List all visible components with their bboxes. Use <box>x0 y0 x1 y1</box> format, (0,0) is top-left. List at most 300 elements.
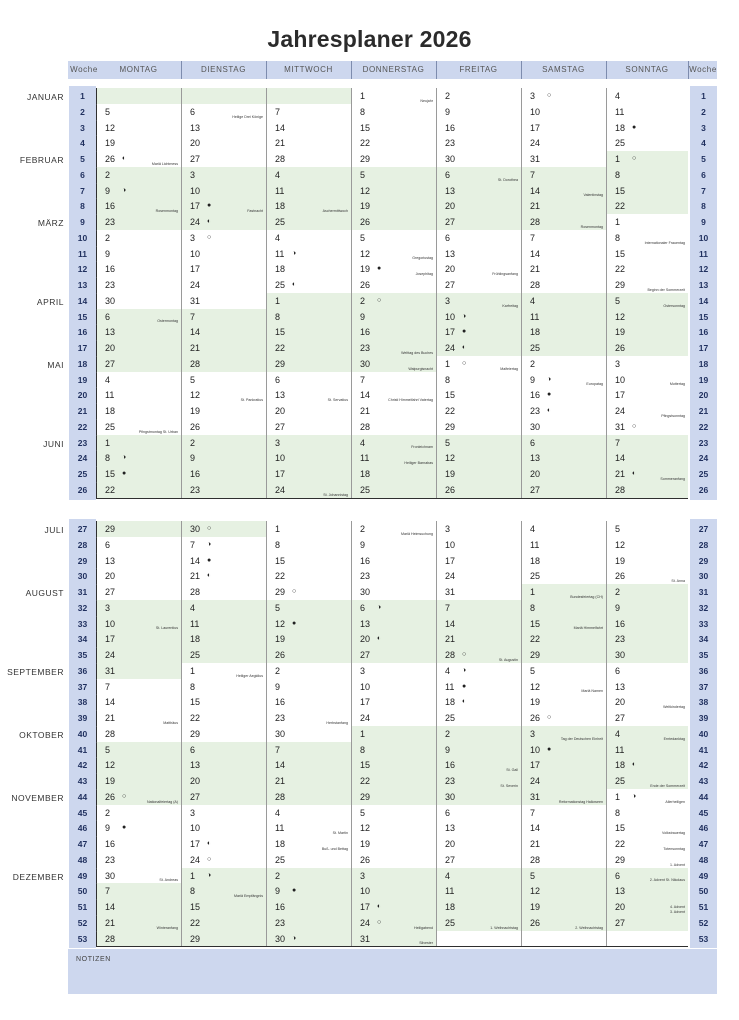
day-cell[interactable] <box>607 183 688 199</box>
day-cell[interactable] <box>522 899 606 915</box>
day-cell[interactable] <box>607 120 688 136</box>
day-cell[interactable] <box>267 600 351 616</box>
day-cell[interactable] <box>267 324 351 340</box>
day-cell[interactable] <box>607 852 688 868</box>
day-cell[interactable] <box>607 372 688 388</box>
day-cell[interactable] <box>522 372 606 388</box>
day-cell[interactable] <box>607 230 688 246</box>
day-cell[interactable] <box>522 104 606 120</box>
day-cell[interactable] <box>437 757 521 773</box>
day-cell[interactable] <box>267 135 351 151</box>
day-cell[interactable] <box>97 710 181 726</box>
day-cell[interactable] <box>522 521 606 537</box>
day-cell[interactable] <box>607 663 688 679</box>
day-cell[interactable] <box>437 435 521 451</box>
day-cell[interactable] <box>437 631 521 647</box>
day-cell[interactable] <box>607 293 688 309</box>
day-cell[interactable] <box>97 151 181 167</box>
day-cell[interactable] <box>437 820 521 836</box>
day-cell[interactable] <box>97 482 181 498</box>
day-cell[interactable] <box>352 663 436 679</box>
day-cell[interactable] <box>352 820 436 836</box>
day-cell[interactable] <box>437 214 521 230</box>
day-cell[interactable] <box>352 403 436 419</box>
day-cell[interactable] <box>607 568 688 584</box>
day-cell[interactable] <box>522 419 606 435</box>
day-cell[interactable] <box>607 931 688 947</box>
day-cell[interactable] <box>437 198 521 214</box>
day-cell[interactable] <box>437 293 521 309</box>
day-cell[interactable] <box>182 293 266 309</box>
day-cell[interactable] <box>522 435 606 451</box>
day-cell[interactable] <box>182 931 266 947</box>
day-cell[interactable] <box>352 387 436 403</box>
day-cell[interactable] <box>607 261 688 277</box>
day-cell[interactable] <box>352 852 436 868</box>
day-cell[interactable] <box>352 521 436 537</box>
day-cell[interactable] <box>437 309 521 325</box>
day-cell[interactable] <box>522 277 606 293</box>
day-cell[interactable] <box>352 726 436 742</box>
day-cell[interactable] <box>522 631 606 647</box>
day-cell[interactable] <box>352 214 436 230</box>
day-cell[interactable] <box>437 915 521 931</box>
day-cell[interactable] <box>97 88 181 104</box>
day-cell[interactable] <box>352 710 436 726</box>
day-cell[interactable] <box>522 742 606 758</box>
day-cell[interactable] <box>267 694 351 710</box>
day-cell[interactable] <box>607 151 688 167</box>
day-cell[interactable] <box>522 450 606 466</box>
day-cell[interactable] <box>607 466 688 482</box>
day-cell[interactable] <box>97 419 181 435</box>
day-cell[interactable] <box>522 482 606 498</box>
day-cell[interactable] <box>97 293 181 309</box>
day-cell[interactable] <box>182 789 266 805</box>
day-cell[interactable] <box>437 183 521 199</box>
day-cell[interactable] <box>352 230 436 246</box>
day-cell[interactable] <box>352 931 436 947</box>
day-cell[interactable] <box>522 915 606 931</box>
day-cell[interactable] <box>522 198 606 214</box>
day-cell[interactable] <box>182 324 266 340</box>
day-cell[interactable] <box>522 246 606 262</box>
day-cell[interactable] <box>607 820 688 836</box>
day-cell[interactable] <box>522 356 606 372</box>
day-cell[interactable] <box>97 915 181 931</box>
day-cell[interactable] <box>97 899 181 915</box>
day-cell[interactable] <box>267 789 351 805</box>
day-cell[interactable] <box>352 435 436 451</box>
day-cell[interactable] <box>352 356 436 372</box>
day-cell[interactable] <box>437 104 521 120</box>
day-cell[interactable] <box>182 915 266 931</box>
day-cell[interactable] <box>182 553 266 569</box>
day-cell[interactable] <box>437 151 521 167</box>
day-cell[interactable] <box>522 805 606 821</box>
day-cell[interactable] <box>267 167 351 183</box>
day-cell[interactable] <box>352 120 436 136</box>
day-cell[interactable] <box>182 151 266 167</box>
day-cell[interactable] <box>352 293 436 309</box>
day-cell[interactable] <box>352 742 436 758</box>
day-cell[interactable] <box>267 883 351 899</box>
day-cell[interactable] <box>607 309 688 325</box>
day-cell[interactable] <box>182 568 266 584</box>
day-cell[interactable] <box>352 584 436 600</box>
day-cell[interactable] <box>182 647 266 663</box>
day-cell[interactable] <box>182 246 266 262</box>
day-cell[interactable] <box>267 521 351 537</box>
day-cell[interactable] <box>267 482 351 498</box>
day-cell[interactable] <box>437 167 521 183</box>
day-cell[interactable] <box>352 419 436 435</box>
day-cell[interactable] <box>97 198 181 214</box>
day-cell[interactable] <box>97 246 181 262</box>
day-cell[interactable] <box>97 742 181 758</box>
day-cell[interactable] <box>607 584 688 600</box>
day-cell[interactable] <box>607 482 688 498</box>
day-cell[interactable] <box>607 883 688 899</box>
day-cell[interactable] <box>522 852 606 868</box>
day-cell[interactable] <box>522 616 606 632</box>
day-cell[interactable] <box>267 773 351 789</box>
day-cell[interactable] <box>97 773 181 789</box>
day-cell[interactable] <box>607 419 688 435</box>
day-cell[interactable] <box>352 450 436 466</box>
day-cell[interactable] <box>182 600 266 616</box>
day-cell[interactable] <box>182 537 266 553</box>
day-cell[interactable] <box>182 450 266 466</box>
day-cell[interactable] <box>522 836 606 852</box>
day-cell[interactable] <box>437 356 521 372</box>
day-cell[interactable] <box>607 631 688 647</box>
day-cell[interactable] <box>437 403 521 419</box>
day-cell[interactable] <box>522 868 606 884</box>
day-cell[interactable] <box>97 868 181 884</box>
day-cell[interactable] <box>182 694 266 710</box>
day-cell[interactable] <box>182 805 266 821</box>
day-cell[interactable] <box>522 931 606 947</box>
day-cell[interactable] <box>437 742 521 758</box>
day-cell[interactable] <box>607 726 688 742</box>
day-cell[interactable] <box>352 805 436 821</box>
day-cell[interactable] <box>522 324 606 340</box>
day-cell[interactable] <box>522 663 606 679</box>
day-cell[interactable] <box>607 915 688 931</box>
day-cell[interactable] <box>437 868 521 884</box>
day-cell[interactable] <box>437 836 521 852</box>
day-cell[interactable] <box>522 694 606 710</box>
day-cell[interactable] <box>267 915 351 931</box>
day-cell[interactable] <box>182 868 266 884</box>
day-cell[interactable] <box>437 88 521 104</box>
day-cell[interactable] <box>522 584 606 600</box>
day-cell[interactable] <box>607 694 688 710</box>
day-cell[interactable] <box>607 104 688 120</box>
day-cell[interactable] <box>352 183 436 199</box>
day-cell[interactable] <box>522 773 606 789</box>
day-cell[interactable] <box>182 482 266 498</box>
day-cell[interactable] <box>97 805 181 821</box>
day-cell[interactable] <box>352 88 436 104</box>
day-cell[interactable] <box>267 836 351 852</box>
day-cell[interactable] <box>352 616 436 632</box>
day-cell[interactable] <box>607 135 688 151</box>
day-cell[interactable] <box>522 309 606 325</box>
day-cell[interactable] <box>607 679 688 695</box>
day-cell[interactable] <box>607 214 688 230</box>
day-cell[interactable] <box>97 553 181 569</box>
day-cell[interactable] <box>97 387 181 403</box>
day-cell[interactable] <box>437 726 521 742</box>
day-cell[interactable] <box>182 387 266 403</box>
day-cell[interactable] <box>352 151 436 167</box>
day-cell[interactable] <box>352 198 436 214</box>
day-cell[interactable] <box>182 773 266 789</box>
day-cell[interactable] <box>352 277 436 293</box>
day-cell[interactable] <box>267 899 351 915</box>
day-cell[interactable] <box>97 450 181 466</box>
day-cell[interactable] <box>97 537 181 553</box>
day-cell[interactable] <box>182 214 266 230</box>
day-cell[interactable] <box>267 435 351 451</box>
day-cell[interactable] <box>437 261 521 277</box>
day-cell[interactable] <box>182 120 266 136</box>
day-cell[interactable] <box>607 742 688 758</box>
day-cell[interactable] <box>267 466 351 482</box>
day-cell[interactable] <box>437 568 521 584</box>
day-cell[interactable] <box>607 836 688 852</box>
day-cell[interactable] <box>97 647 181 663</box>
day-cell[interactable] <box>437 230 521 246</box>
day-cell[interactable] <box>352 773 436 789</box>
day-cell[interactable] <box>182 277 266 293</box>
day-cell[interactable] <box>607 616 688 632</box>
day-cell[interactable] <box>352 899 436 915</box>
notes-area[interactable] <box>68 949 717 994</box>
day-cell[interactable] <box>267 450 351 466</box>
day-cell[interactable] <box>97 340 181 356</box>
day-cell[interactable] <box>522 293 606 309</box>
day-cell[interactable] <box>522 537 606 553</box>
day-cell[interactable] <box>97 372 181 388</box>
day-cell[interactable] <box>267 419 351 435</box>
day-cell[interactable] <box>182 710 266 726</box>
day-cell[interactable] <box>267 293 351 309</box>
day-cell[interactable] <box>97 466 181 482</box>
day-cell[interactable] <box>437 553 521 569</box>
day-cell[interactable] <box>97 104 181 120</box>
day-cell[interactable] <box>352 915 436 931</box>
day-cell[interactable] <box>182 309 266 325</box>
day-cell[interactable] <box>267 931 351 947</box>
day-cell[interactable] <box>97 584 181 600</box>
day-cell[interactable] <box>437 537 521 553</box>
day-cell[interactable] <box>607 521 688 537</box>
day-cell[interactable] <box>352 340 436 356</box>
day-cell[interactable] <box>607 710 688 726</box>
day-cell[interactable] <box>267 553 351 569</box>
day-cell[interactable] <box>97 435 181 451</box>
day-cell[interactable] <box>182 679 266 695</box>
day-cell[interactable] <box>352 372 436 388</box>
day-cell[interactable] <box>607 537 688 553</box>
day-cell[interactable] <box>267 631 351 647</box>
day-cell[interactable] <box>182 616 266 632</box>
day-cell[interactable] <box>437 387 521 403</box>
day-cell[interactable] <box>267 387 351 403</box>
day-cell[interactable] <box>437 883 521 899</box>
day-cell[interactable] <box>182 356 266 372</box>
day-cell[interactable] <box>352 600 436 616</box>
day-cell[interactable] <box>182 104 266 120</box>
day-cell[interactable] <box>522 789 606 805</box>
day-cell[interactable] <box>522 135 606 151</box>
day-cell[interactable] <box>352 789 436 805</box>
day-cell[interactable] <box>522 183 606 199</box>
day-cell[interactable] <box>437 466 521 482</box>
day-cell[interactable] <box>437 663 521 679</box>
day-cell[interactable] <box>267 261 351 277</box>
day-cell[interactable] <box>607 198 688 214</box>
day-cell[interactable] <box>607 868 688 884</box>
day-cell[interactable] <box>522 88 606 104</box>
day-cell[interactable] <box>182 899 266 915</box>
day-cell[interactable] <box>267 805 351 821</box>
day-cell[interactable] <box>352 836 436 852</box>
day-cell[interactable] <box>267 568 351 584</box>
day-cell[interactable] <box>352 647 436 663</box>
day-cell[interactable] <box>267 868 351 884</box>
day-cell[interactable] <box>522 757 606 773</box>
day-cell[interactable] <box>182 372 266 388</box>
day-cell[interactable] <box>607 899 688 915</box>
day-cell[interactable] <box>97 789 181 805</box>
day-cell[interactable] <box>352 537 436 553</box>
day-cell[interactable] <box>97 726 181 742</box>
day-cell[interactable] <box>607 600 688 616</box>
day-cell[interactable] <box>182 820 266 836</box>
day-cell[interactable] <box>522 710 606 726</box>
day-cell[interactable] <box>607 403 688 419</box>
day-cell[interactable] <box>267 710 351 726</box>
day-cell[interactable] <box>607 773 688 789</box>
day-cell[interactable] <box>522 387 606 403</box>
day-cell[interactable] <box>97 403 181 419</box>
day-cell[interactable] <box>182 742 266 758</box>
day-cell[interactable] <box>97 230 181 246</box>
day-cell[interactable] <box>97 631 181 647</box>
day-cell[interactable] <box>607 167 688 183</box>
day-cell[interactable] <box>522 726 606 742</box>
day-cell[interactable] <box>267 151 351 167</box>
day-cell[interactable] <box>522 553 606 569</box>
day-cell[interactable] <box>522 403 606 419</box>
day-cell[interactable] <box>437 340 521 356</box>
day-cell[interactable] <box>352 261 436 277</box>
day-cell[interactable] <box>607 789 688 805</box>
day-cell[interactable] <box>182 757 266 773</box>
day-cell[interactable] <box>267 356 351 372</box>
day-cell[interactable] <box>437 931 521 947</box>
day-cell[interactable] <box>267 340 351 356</box>
day-cell[interactable] <box>267 372 351 388</box>
day-cell[interactable] <box>97 931 181 947</box>
day-cell[interactable] <box>607 757 688 773</box>
day-cell[interactable] <box>352 324 436 340</box>
day-cell[interactable] <box>607 340 688 356</box>
day-cell[interactable] <box>437 135 521 151</box>
day-cell[interactable] <box>607 356 688 372</box>
day-cell[interactable] <box>182 88 266 104</box>
day-cell[interactable] <box>97 883 181 899</box>
day-cell[interactable] <box>522 261 606 277</box>
day-cell[interactable] <box>607 88 688 104</box>
day-cell[interactable] <box>267 403 351 419</box>
day-cell[interactable] <box>352 553 436 569</box>
day-cell[interactable] <box>437 679 521 695</box>
day-cell[interactable] <box>437 584 521 600</box>
day-cell[interactable] <box>522 340 606 356</box>
day-cell[interactable] <box>522 167 606 183</box>
day-cell[interactable] <box>607 387 688 403</box>
day-cell[interactable] <box>437 710 521 726</box>
day-cell[interactable] <box>182 631 266 647</box>
day-cell[interactable] <box>352 135 436 151</box>
day-cell[interactable] <box>522 151 606 167</box>
day-cell[interactable] <box>267 616 351 632</box>
day-cell[interactable] <box>267 88 351 104</box>
day-cell[interactable] <box>97 214 181 230</box>
day-cell[interactable] <box>522 466 606 482</box>
day-cell[interactable] <box>182 663 266 679</box>
day-cell[interactable] <box>97 135 181 151</box>
day-cell[interactable] <box>267 198 351 214</box>
day-cell[interactable] <box>352 679 436 695</box>
day-cell[interactable] <box>267 104 351 120</box>
day-cell[interactable] <box>97 568 181 584</box>
day-cell[interactable] <box>437 246 521 262</box>
day-cell[interactable] <box>182 230 266 246</box>
day-cell[interactable] <box>182 521 266 537</box>
day-cell[interactable] <box>607 647 688 663</box>
day-cell[interactable] <box>97 324 181 340</box>
day-cell[interactable] <box>97 820 181 836</box>
day-cell[interactable] <box>437 789 521 805</box>
day-cell[interactable] <box>352 246 436 262</box>
day-cell[interactable] <box>522 568 606 584</box>
day-cell[interactable] <box>352 167 436 183</box>
day-cell[interactable] <box>437 482 521 498</box>
day-cell[interactable] <box>352 309 436 325</box>
day-cell[interactable] <box>267 309 351 325</box>
day-cell[interactable] <box>182 466 266 482</box>
day-cell[interactable] <box>267 820 351 836</box>
day-cell[interactable] <box>352 868 436 884</box>
day-cell[interactable] <box>437 899 521 915</box>
day-cell[interactable] <box>267 246 351 262</box>
day-cell[interactable] <box>437 372 521 388</box>
day-cell[interactable] <box>182 726 266 742</box>
day-cell[interactable] <box>267 663 351 679</box>
day-cell[interactable] <box>97 663 181 679</box>
day-cell[interactable] <box>352 694 436 710</box>
day-cell[interactable] <box>437 419 521 435</box>
day-cell[interactable] <box>182 261 266 277</box>
day-cell[interactable] <box>352 104 436 120</box>
day-cell[interactable] <box>437 694 521 710</box>
